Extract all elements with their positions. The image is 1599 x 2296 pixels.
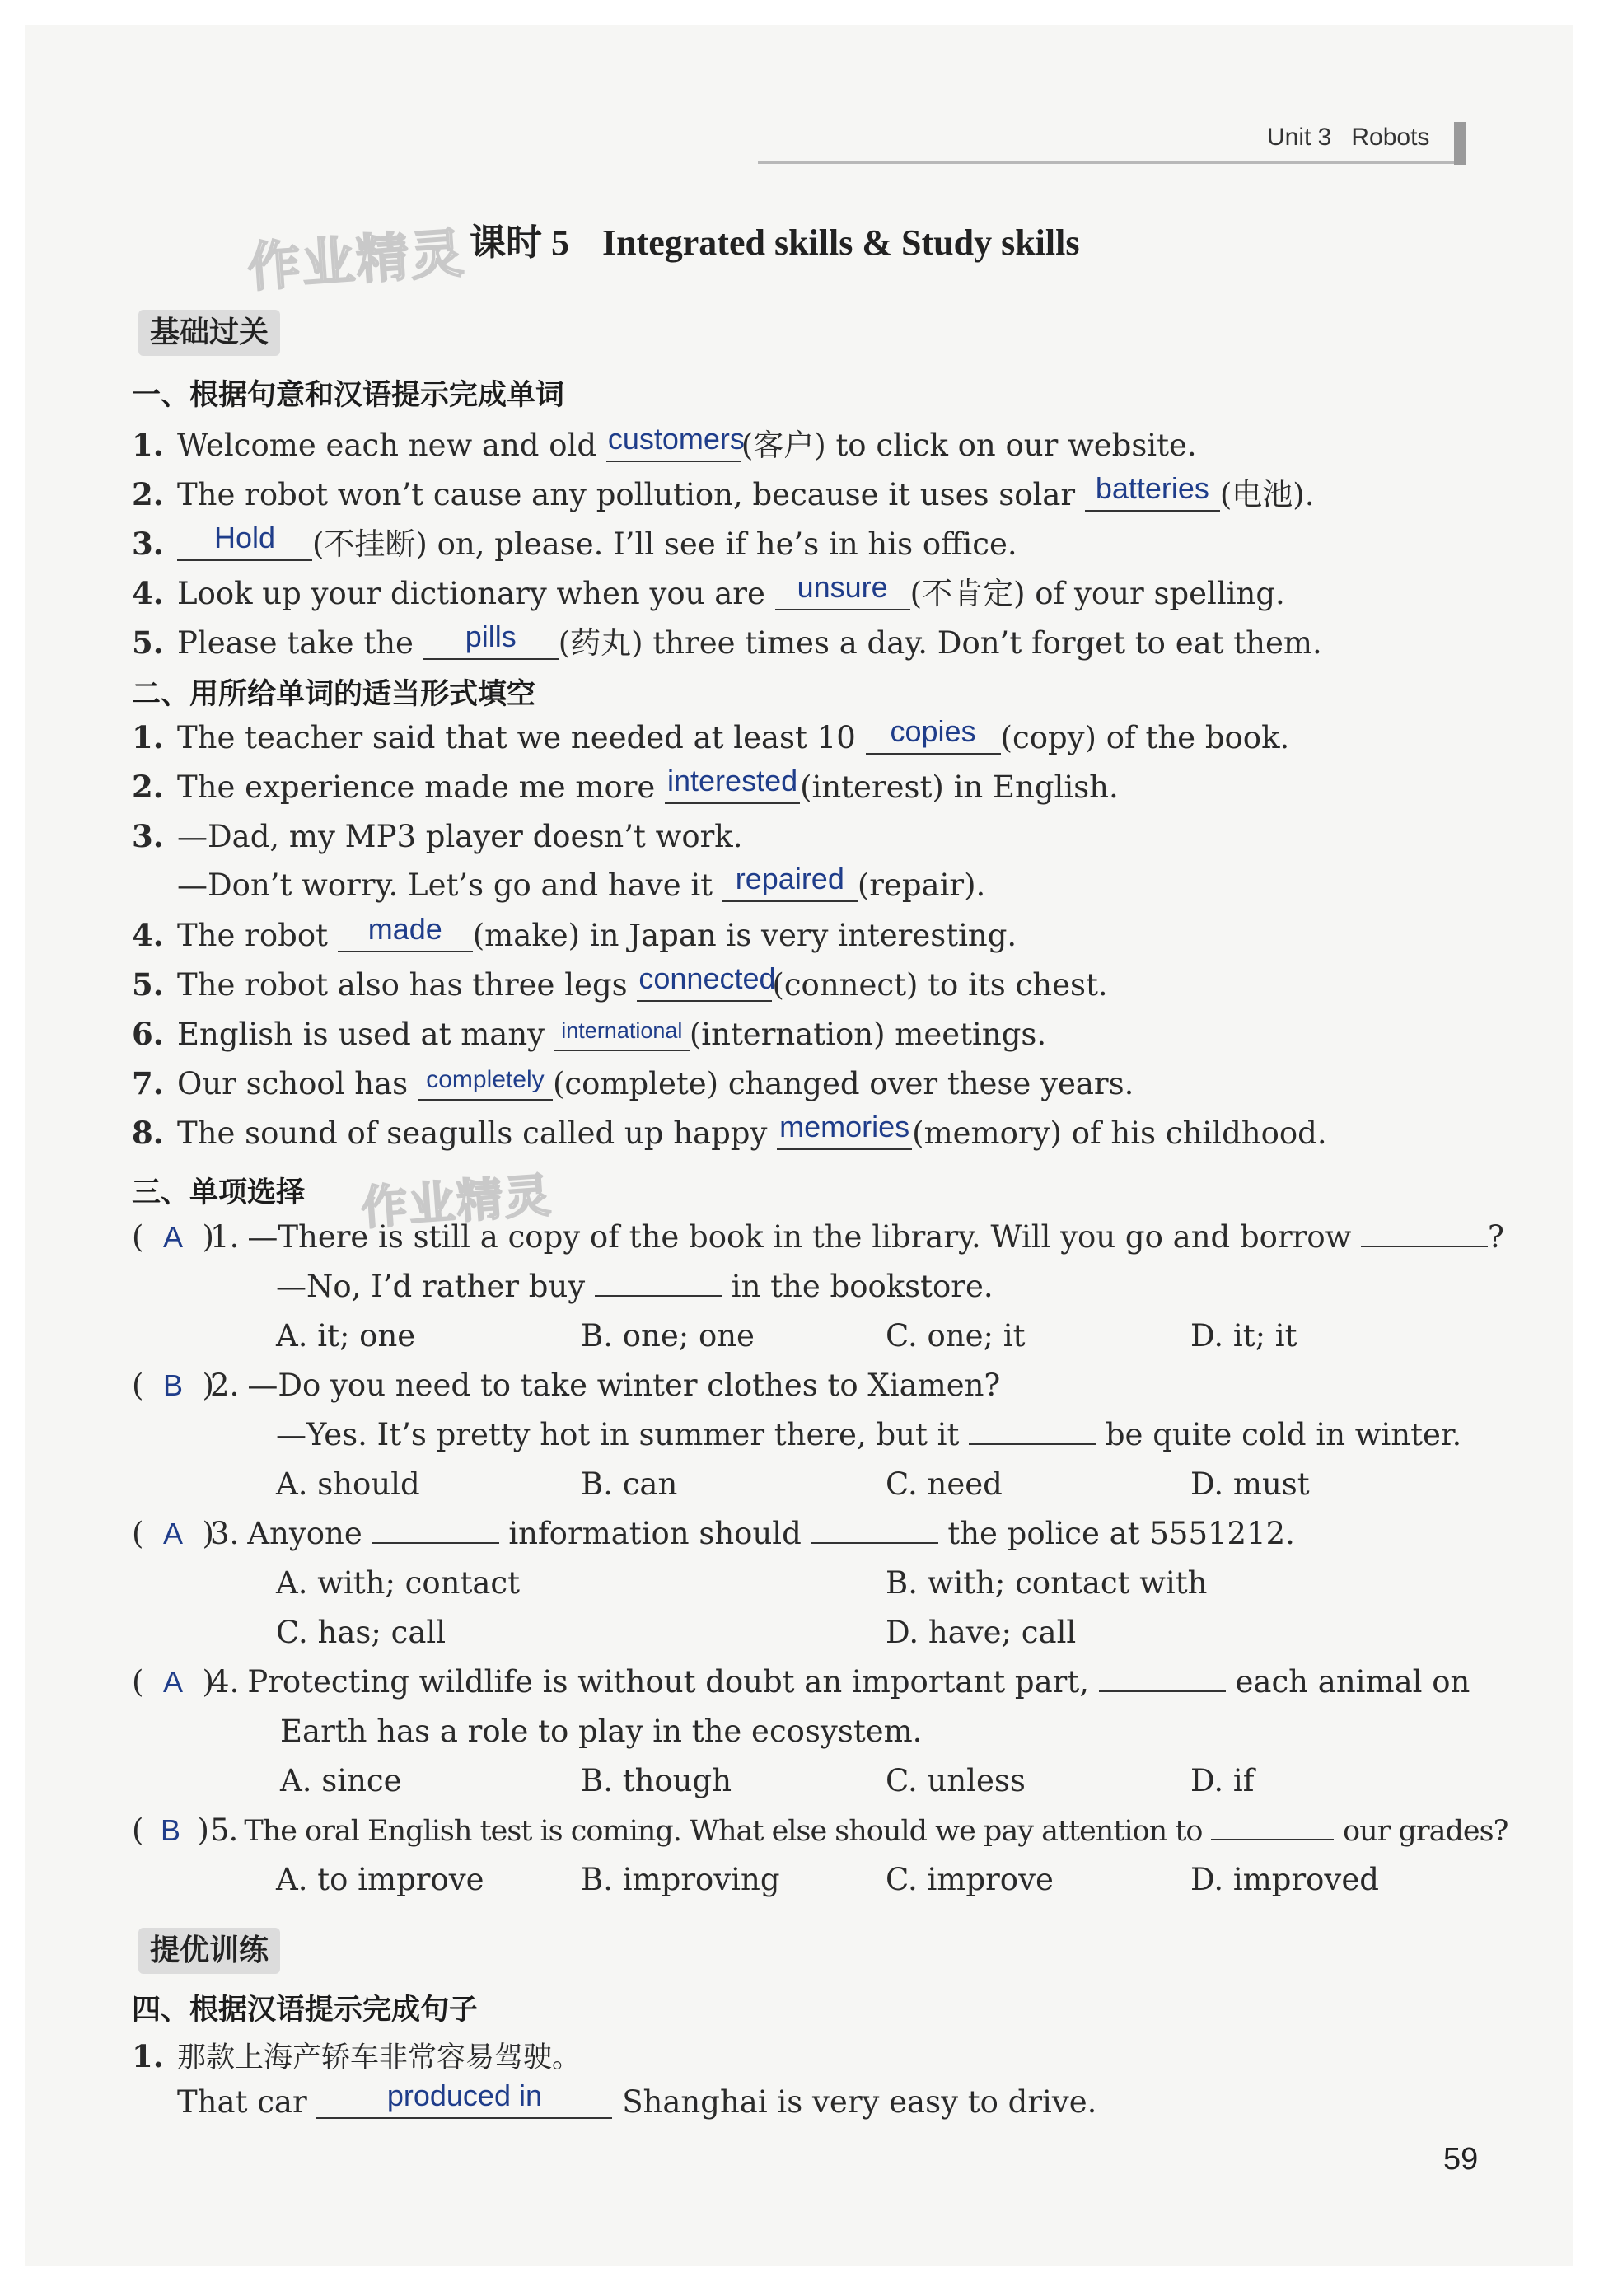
answer-blank[interactable]: international: [554, 1019, 690, 1051]
mc-question: ( A )4. Protecting wildlife is without doubt an important part, each animal on: [132, 1664, 1470, 1700]
mc-option[interactable]: C. one; it: [886, 1318, 1026, 1354]
answer-blank[interactable]: repaired: [722, 870, 858, 902]
s1-item: 4. Look up your dictionary when you are unsure (不肯定) of your spelling.: [132, 570, 1285, 611]
mc-option[interactable]: D. improved: [1190, 1862, 1379, 1897]
watermark-logo: 作业精灵: [245, 222, 467, 300]
s2-item: 1. The teacher said that we needed at least 10 copies (copy) of the book.: [132, 714, 1290, 755]
mc-option[interactable]: B. one; one: [581, 1318, 755, 1354]
section3-heading: 三、单项选择: [132, 1176, 306, 1209]
section-badge-basic: 基础过关: [138, 310, 280, 356]
mc-option[interactable]: C. has; call: [276, 1615, 447, 1650]
s2-item: 2. The experience made me more interested(interest) in English.: [132, 764, 1119, 805]
mc-option[interactable]: B. with; contact with: [886, 1565, 1208, 1601]
answer-choice-box[interactable]: ( B ): [132, 1812, 208, 1848]
mc-option[interactable]: D. it; it: [1190, 1318, 1297, 1354]
mc-question: ( B )2. —Do you need to take winter clothes to Xiamen?: [132, 1368, 1001, 1403]
blank-line: [372, 1517, 499, 1544]
answer-blank[interactable]: connected: [637, 970, 772, 1002]
section4-heading: 四、根据汉语提示完成句子: [132, 1994, 479, 2027]
mc-question-line: —No, I’d rather buy in the bookstore.: [276, 1269, 994, 1304]
mc-option[interactable]: D. have; call: [886, 1615, 1077, 1650]
header-unit: Unit 3: [1267, 124, 1332, 151]
mc-question: ( B )5. The oral English test is coming. What else should we pay attention to our grades?: [132, 1812, 1508, 1848]
mc-option[interactable]: A. should: [276, 1466, 420, 1502]
mc-option[interactable]: A. to improve: [276, 1862, 484, 1897]
mc-question: ( A )1. —There is still a copy of the book in the library. Will you go and borrow ?: [132, 1219, 1504, 1255]
page-title: [470, 213, 1079, 265]
s1-item: 1. Welcome each new and old customers(客户) to click on our website.: [132, 422, 1197, 463]
s2-item: 4. The robot made (make) in Japan is very interesting.: [132, 912, 1017, 953]
mc-option[interactable]: D. must: [1190, 1466, 1310, 1502]
s2-item: 5. The robot also has three legs connected(connect) to its chest.: [132, 961, 1108, 1003]
mc-option[interactable]: B. can: [581, 1466, 678, 1502]
answer-blank[interactable]: copies: [866, 722, 1001, 755]
answer-blank[interactable]: unsure: [775, 578, 910, 610]
mc-option[interactable]: B. though: [581, 1763, 732, 1798]
answer-blank[interactable]: interested: [665, 772, 800, 804]
blank-line: [969, 1419, 1096, 1445]
blank-line: [811, 1517, 938, 1544]
answer-choice-box[interactable]: ( A ): [132, 1219, 214, 1255]
section1-heading: 一、根据句意和汉语提示完成单词: [132, 379, 565, 412]
header-topic: Robots: [1351, 124, 1430, 151]
running-header: [1267, 124, 1429, 152]
s1-item: 5. Please take the pills (药丸) three times a day. Don’t forget to eat them.: [132, 620, 1322, 661]
s2-item: 6. English is used at many $^{international}$ (internation) meetings.: [132, 1016, 1047, 1052]
s2-item: 8. The sound of seagulls called up happy memories(memory) of his childhood.: [132, 1110, 1327, 1151]
mc-option[interactable]: D. if: [1190, 1763, 1255, 1798]
mc-question-line: Earth has a role to play in the ecosystem.: [280, 1714, 923, 1749]
mc-option[interactable]: C. need: [886, 1466, 1003, 1502]
answer-blank[interactable]: pills: [423, 628, 559, 660]
s2-item: —Don’t worry. Let’s go and have it repaired (repair).: [177, 862, 986, 903]
page-number: 59: [1443, 2142, 1479, 2177]
s2-item: 3. —Dad, my MP3 player doesn’t work.: [132, 818, 743, 854]
mc-option[interactable]: C. unless: [886, 1763, 1026, 1798]
watermark-logo: 作业精灵: [359, 1168, 554, 1237]
s4-sentence: That car produced in Shanghai is very easy to drive.: [177, 2079, 1097, 2120]
blank-line: [1099, 1666, 1226, 1692]
mc-option[interactable]: A. with; contact: [276, 1565, 521, 1601]
header-rule: [758, 161, 1466, 164]
lesson-number: 课时 5: [470, 222, 569, 263]
answer-choice-box[interactable]: ( A ): [132, 1664, 214, 1700]
blank-line: [595, 1270, 722, 1297]
mc-option[interactable]: A. since: [280, 1763, 402, 1798]
answer-blank[interactable]: made: [338, 920, 473, 952]
section2-heading: 二、用所给单词的适当形式填空: [132, 678, 536, 711]
answer-blank[interactable]: Hold: [177, 529, 312, 561]
answer-blank[interactable]: completely: [418, 1069, 553, 1101]
answer-blank[interactable]: customers: [606, 430, 741, 462]
s1-item: 2. The robot won’t cause any pollution, because it uses solar batteries (电池).: [132, 471, 1315, 512]
section-badge-advanced: 提优训练: [138, 1928, 280, 1974]
mc-question-line: —Yes. It’s pretty hot in summer there, but it be quite cold in winter.: [276, 1417, 1462, 1452]
s4-chinese-prompt: 1. 那款上海产轿车非常容易驾驶。: [132, 2038, 582, 2074]
mc-option[interactable]: B. improving: [581, 1862, 780, 1897]
mc-question: ( A )3. Anyone information should the police at 5551212.: [132, 1516, 1295, 1551]
answer-choice-box[interactable]: ( A ): [132, 1516, 214, 1551]
answer-blank[interactable]: memories: [777, 1118, 912, 1150]
mc-option[interactable]: C. improve: [886, 1862, 1054, 1897]
s2-item: 7. Our school has $^{completely}$ (complete) changed over these years.: [132, 1065, 1134, 1101]
answer-blank[interactable]: batteries: [1085, 479, 1220, 512]
header-bar: [1454, 122, 1466, 165]
mc-option[interactable]: A. it; one: [276, 1318, 416, 1354]
lesson-name: Integrated skills & Study skills: [602, 222, 1080, 263]
blank-line: [1361, 1221, 1488, 1247]
answer-blank[interactable]: produced in: [316, 2087, 612, 2119]
blank-line: [1211, 1814, 1334, 1840]
s1-item: 3. Hold (不挂断) on, please. I’ll see if he’s in his office.: [132, 521, 1017, 562]
answer-choice-box[interactable]: ( B ): [132, 1368, 214, 1403]
